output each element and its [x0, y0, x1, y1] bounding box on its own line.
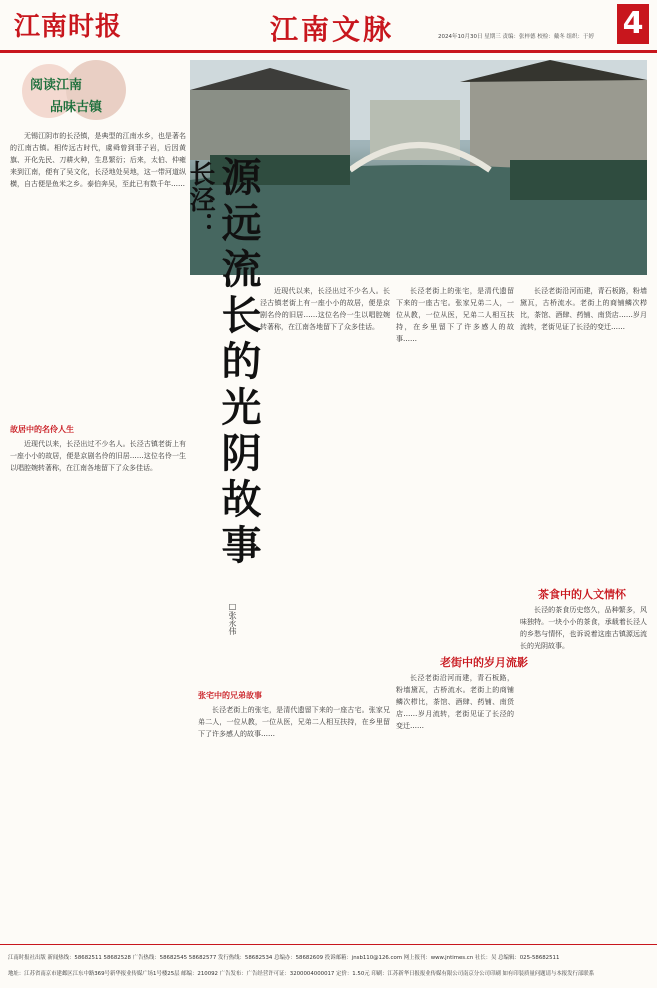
- title-prefix: 长泾：: [185, 160, 215, 238]
- main-title: 源远流长的光阴故事: [215, 156, 262, 570]
- column2-text: 近现代以来，长泾出过不少名人。长泾古镇老街上有一座小小的故居，便是京剧名伶的旧居……这位名伶一生以唱腔婉转著称，在江南各地留下了众多佳话。: [260, 287, 390, 331]
- page-number: 4: [617, 4, 649, 44]
- section2-text: 长泾老街上的张宅，是清代遗留下来的一座古宅。张家兄弟二人，一位从教，一位从医，兄弟二人相互扶持，在乡里留下了许多感人的故事……: [198, 706, 390, 738]
- section-title: 江南文脉: [270, 13, 395, 46]
- footer-address: 地址：江苏省南京市建邺区江东中路369号新华报业传媒广场1号楼25层 邮编：210092 广告发布：广告经营许可证：3200004000017 定价：1.50元 印刷：江苏新华日报报业传媒有限公司南京分公司印刷 如有印装质量问题请与本报发行部联系: [8, 971, 595, 977]
- logo-line1: 阅读江南: [30, 78, 83, 93]
- section3-heading: 老街中的岁月流影: [440, 656, 528, 669]
- byline: □张永伟: [228, 602, 237, 635]
- intro-text: 无锡江阴市的长泾镇，是典型的江南水乡，也是著名的江南古镇。相传远古时代，虞舜曾到菲子岩，后因黄旗、开化先民、刀耕火种，生息繁衍；后来，太伯、仲雍来到江南，便有了吴文化，长泾地处吴地，这一带河道纵横，自古便是鱼米之乡。泰伯奔吴，至此已有数千年……: [10, 132, 186, 188]
- logo-line2: 品味古镇: [50, 100, 103, 115]
- section1-text: 近现代以来，长泾出过不少名人。长泾古镇老街上有一座小小的故居，便是京剧名伶的旧居……这位名伶一生以唱腔婉转著称，在江南各地留下了众多佳话。: [10, 440, 186, 472]
- section1-heading: 故居中的名伶人生: [10, 424, 74, 434]
- footer-contact: 江南时报社出版 新闻热线：58682511 58682528 广告热线：58682545 58682577 发行热线：58682534 总编办：58682609 投诉邮箱：jnsb110@126.com 网上报刊：www.jntimes.cn 社长：吴 总编辑：025-58682511: [8, 955, 560, 961]
- issue-info: 2024年10月30日 星期三 责编：张梓德 校检：戴冬 组织：于婷: [438, 34, 594, 40]
- column4-text: 长泾老街沿河而建，青石板路，粉墙黛瓦，古桥流水。老街上的商铺鳞次栉比，茶馆、酒肆、药铺、南货店……岁月流转，老街见证了长泾的变迁……: [520, 287, 647, 331]
- column3-text: 长泾老街上的张宅，是清代遗留下来的一座古宅。张家兄弟二人，一位从教，一位从医，兄弟二人相互扶持，在乡里留下了许多感人的故事……: [396, 287, 514, 343]
- top-rule: [0, 50, 657, 53]
- reading-logo: [22, 60, 132, 122]
- masthead: [0, 0, 657, 52]
- section4-heading: 茶食中的人文情怀: [538, 588, 626, 601]
- paper-name: 江南时报: [14, 12, 123, 42]
- footer: [0, 944, 657, 988]
- section2-heading: 张宅中的兄弟故事: [198, 690, 262, 700]
- section3-text: 长泾老街沿河而建，青石板路，粉墙黛瓦，古桥流水。老街上的商铺鳞次栉比，茶馆、酒肆、药铺、南货店……岁月流转，老街见证了长泾的变迁……: [396, 674, 514, 730]
- left-column: [10, 60, 186, 940]
- section4-text: 长泾的茶食历史悠久，品种繁多，风味独特。一块小小的茶食，承载着长泾人的乡愁与情怀，也诉说着这座古镇源远流长的光阴故事。: [520, 606, 647, 650]
